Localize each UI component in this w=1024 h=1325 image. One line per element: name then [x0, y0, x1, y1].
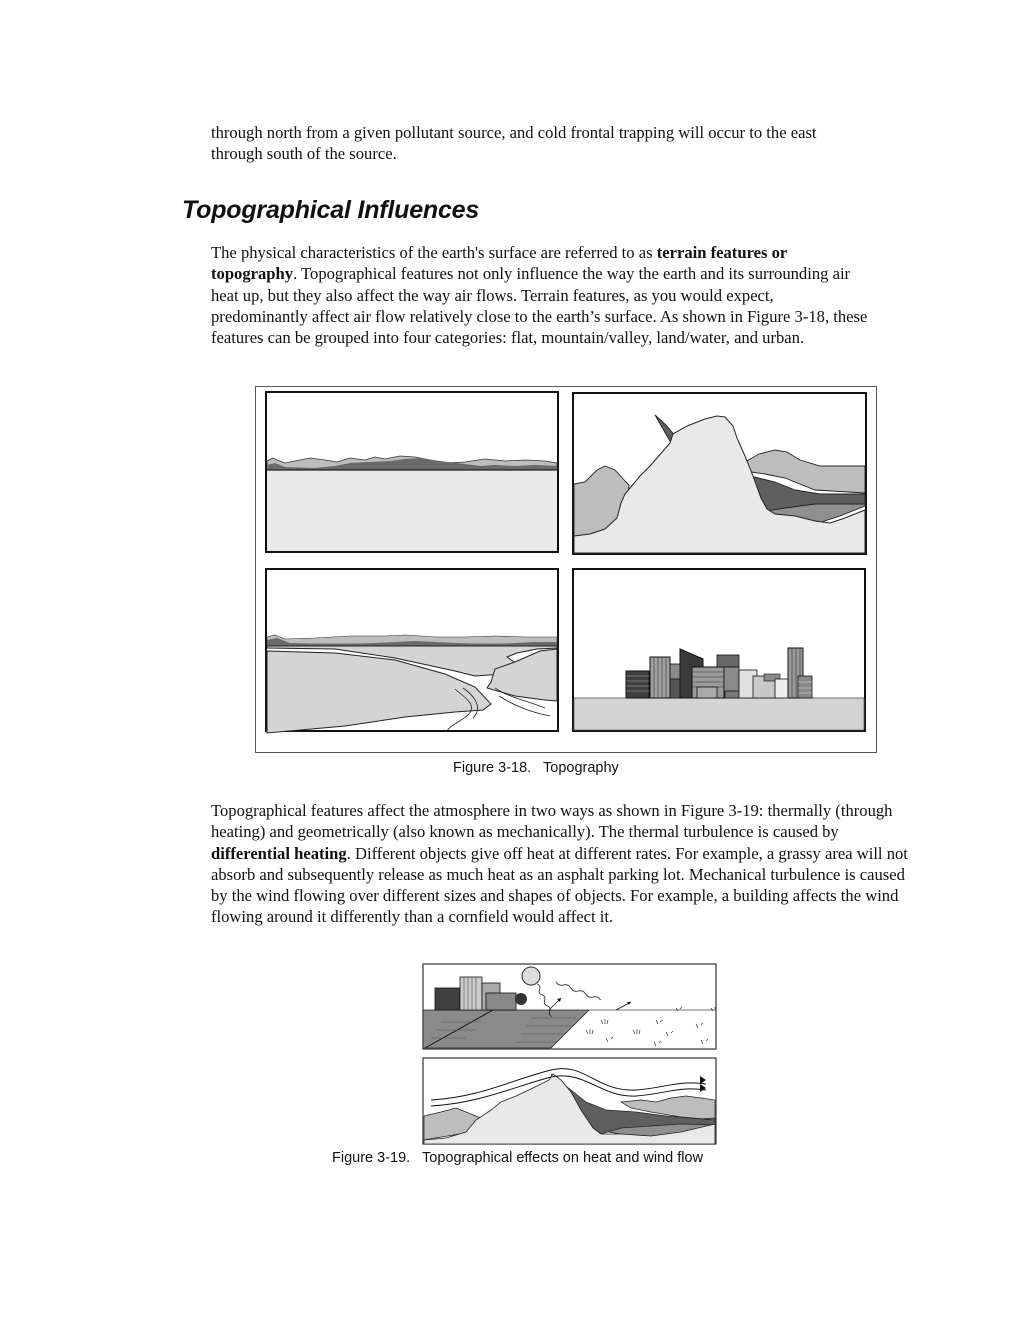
- panel-wind-flow: [423, 1058, 716, 1144]
- heat-wind-figure: [421, 962, 719, 1146]
- intro-paragraph: [211, 122, 871, 165]
- bold-term-terrain: terrain features or topography: [211, 243, 787, 284]
- intro-text: through north from a given pollutant source, and cold frontal trapping will occur to the east through south of the source.: [211, 123, 817, 164]
- topography-figure: [255, 386, 877, 754]
- bold-term-differential-heating: differential heating: [211, 843, 347, 863]
- figure-3-18-caption: Figure 3-18. Topography: [453, 760, 619, 776]
- figure-3-19-caption: Figure 3-19. Topographical effects on heat and wind flow: [332, 1150, 704, 1166]
- paragraph-text: Topographical features affect the atmosphere in two ways as shown in Figure 3-19: thermally (through heating) and geometrically (also known as mechanically). The thermal turbulence is caused by: [211, 801, 893, 842]
- figure-3-19: [421, 962, 719, 1146]
- paragraph-text: . Different objects give off heat at different rates. For example, a grassy area will not absorb and subsequently release as much heat as an asphalt parking lot. Mechanical turbulence is caused by the wind flowing over different sizes and shapes of objects. For example, a building affects the wind flowing around it differently than a cornfield would affect it.: [211, 843, 908, 927]
- paragraph-text: . Topographical features not only influence the way the earth and its surrounding air heat up, but they also affect the way air flows. Terrain features, as you would expect, predominantly affect air flow relatively close to the earth’s surface. As shown in Figure 3-18, these features can be grouped into four categories: flat, mountain/valley, land/water, and urban.: [211, 264, 868, 348]
- section-heading: Topographical Influences: [182, 196, 480, 224]
- panel-mountain-valley: [573, 386, 877, 554]
- panel-urban: [573, 569, 865, 731]
- figure-3-18: [255, 386, 877, 754]
- paragraph-text: The physical characteristics of the earth's surface are referred to as: [211, 243, 657, 262]
- panel-land-water: [266, 569, 558, 733]
- paragraph-terrain: [211, 242, 871, 348]
- paragraph-effects: [211, 800, 911, 928]
- panel-thermal-heating: [423, 964, 716, 1049]
- panel-flat: [266, 392, 558, 552]
